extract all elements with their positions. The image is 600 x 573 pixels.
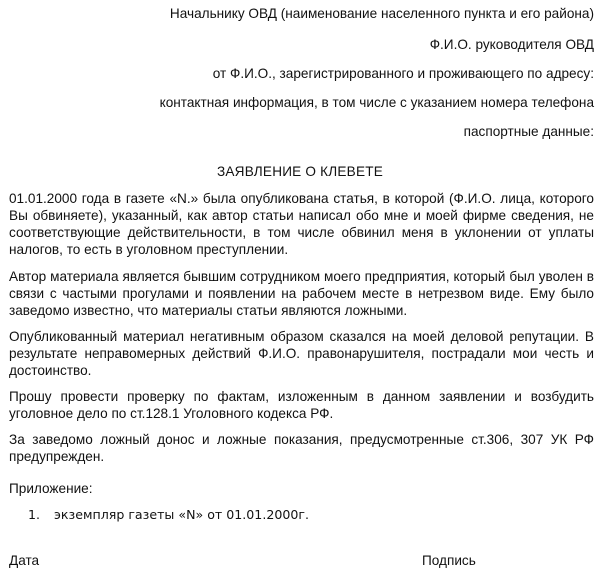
paragraph-1: 01.01.2000 года в газете «N.» была опубликована статья, в которой (Ф.И.О. лица, которого Вы обвиняете), указанный, как автор статьи написал обо мне и моей фирме сведения, не соответствующие действительности, в том числе обвинил меня в уклонении от уплаты налогов, то есть в уголовном преступлении.	[9, 191, 594, 257]
paragraph-3: Опубликованный материал негативным образом сказался на моей деловой репутации. В результате неправомерных действий Ф.И.О. правонарушителя, пострадали мои честь и достоинство.	[9, 329, 594, 378]
paragraph-5: За заведомо ложный донос и ложные показания, предусмотренные ст.306, 307 УК РФ предупрежден.	[9, 432, 594, 464]
attachment-item-text: экземпляр газеты «N» от 01.01.2000г.	[54, 507, 309, 522]
attachment-item	[28, 507, 309, 523]
date-label: Дата	[9, 553, 40, 568]
document-title: ЗАЯВЛЕНИЕ О КЛЕВЕТЕ	[217, 164, 383, 179]
paragraph-2: Автор материала является бывшим сотрудником моего предприятия, который был уволен в связи с частыми прогулами и появлении на рабочем месте в нетрезвом виде. Ему было заведомо известно, что материалы статьи являются ложными.	[9, 269, 594, 318]
recipient-head-line: Ф.И.О. руководителя ОВД	[429, 37, 594, 52]
applicant-line: от Ф.И.О., зарегистрированного и проживающего по адресу:	[212, 66, 594, 81]
recipient-line: Начальнику ОВД (наименование населенного пункта и его района)	[169, 6, 594, 21]
paragraph-4: Прошу провести проверку по фактам, изложенным в данном заявлении и возбудить уголовное дело по ст.128.1 Уголовного кодекса РФ.	[9, 389, 594, 421]
attachment-heading: Приложение:	[9, 481, 93, 496]
signature-label: Подпись	[422, 553, 476, 568]
contact-info-line: контактная информация, в том числе с указанием номера телефона	[159, 95, 594, 110]
attachment-item-number: 1.	[28, 507, 41, 522]
passport-data-line: паспортные данные:	[463, 124, 594, 139]
